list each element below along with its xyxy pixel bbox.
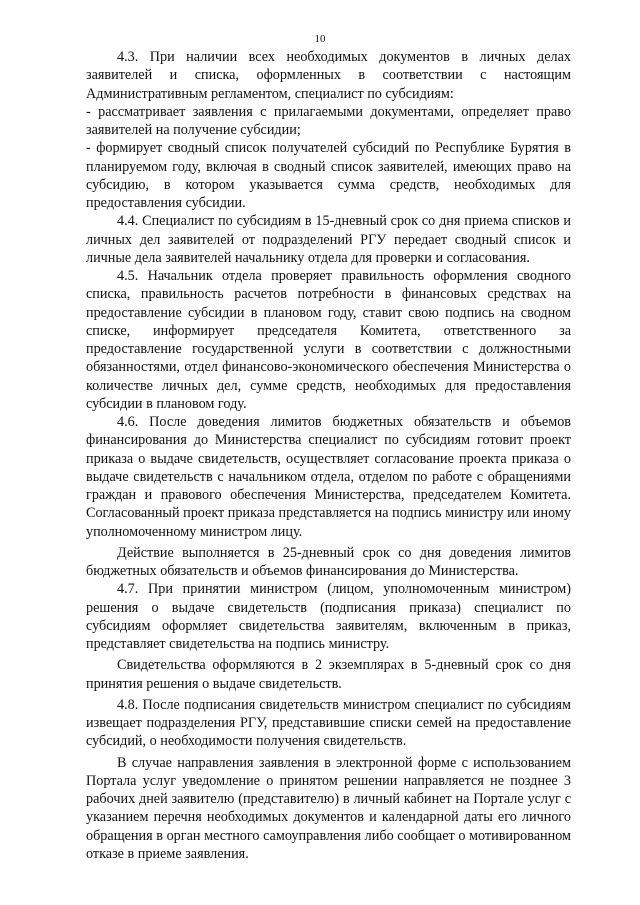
paragraph-electronic-application: В случае направления заявления в электронной форме с использованием Портала услуг уведомление о принятом решении направляется не позднее 3 рабочих дней заявителю (представителю) в личный кабинет на Портале услуг с указанием перечня необходимых документов и календарной даты его личного обращения в орган местного самоуправления либо сообщает о мотивированном отказе в приеме заявления.	[86, 754, 571, 862]
paragraph-4-5: 4.5. Начальник отдела проверяет правильность оформления сводного списка, правильность расчетов потребности в финансовых средствах на предоставление субсидии в плановом году, ставит свою подпись на сводном списке, информирует председателя Комитета, ответственного за предоставление государственной услуги в соответствии с должностными обязанностями, отдел финансово-экономического обеспечения Министерства о количестве личных дел, сумме средств, необходимых для предоставления субсидии в плановом году.	[86, 268, 571, 412]
paragraph-certificates-issued: Свидетельства оформляются в 2 экземплярах в 5-дневный срок со дня принятия решения о выдаче свидетельств.	[86, 657, 571, 692]
paragraph-action-deadline: Действие выполняется в 25-дневный срок со дня доведения лимитов бюджетных обязательств и объемов финансирования до Министерства.	[86, 544, 571, 579]
paragraph-4-6: 4.6. После доведения лимитов бюджетных обязательств и объемов финансирования до Министерства специалист по субсидиям готовит проект приказа о выдаче свидетельств, осуществляет согласование проекта приказа о выдаче свидетельств с начальником отдела, отделом по работе с обращениями граждан и правового обеспечения Министерства, председателем Комитета. Согласованный проект приказа представляется на подпись министру или иному уполномоченному министром лицу.	[86, 414, 571, 540]
paragraph-4-3: 4.3. При наличии всех необходимых документов в личных делах заявителей и списка, оформленных в соответствии с настоящим Административным регламентом, специалист по субсидиям:	[86, 49, 571, 102]
document-body	[86, 48, 571, 863]
paragraph-4-7: 4.7. При принятии министром (лицом, уполномоченным министром) решения о выдаче свидетельств (подписания приказа) специалист по субсидиям оформляет свидетельства заявителям, включенным в приказ, представляет свидетельства на подпись министру.	[86, 581, 571, 652]
list-item-review-applications: - рассматривает заявления с прилагаемыми документами, определяет право заявителей на получение субсидии;	[86, 103, 571, 138]
paragraph-4-4: 4.4. Специалист по субсидиям в 15-дневный срок со дня приема списков и личных дел заявителей от подразделений РГУ передает сводный список и личные дела заявителей начальнику отдела для проверки и согласования.	[86, 213, 571, 266]
paragraph-4-8: 4.8. После подписания свидетельств министром специалист по субсидиям извещает подразделения РГУ, представившие списки семей на предоставление субсидий, о необходимости получения свидетельств.	[86, 696, 571, 750]
list-item-form-summary-list: - формирует сводный список получателей субсидий по Республике Бурятия в планируемом году, включая в сводный список заявителей, имеющих право на субсидию, в котором указывается сумма средств, необходимых для предоставления субсидии.	[86, 140, 571, 211]
page-number: 10	[314, 33, 326, 45]
